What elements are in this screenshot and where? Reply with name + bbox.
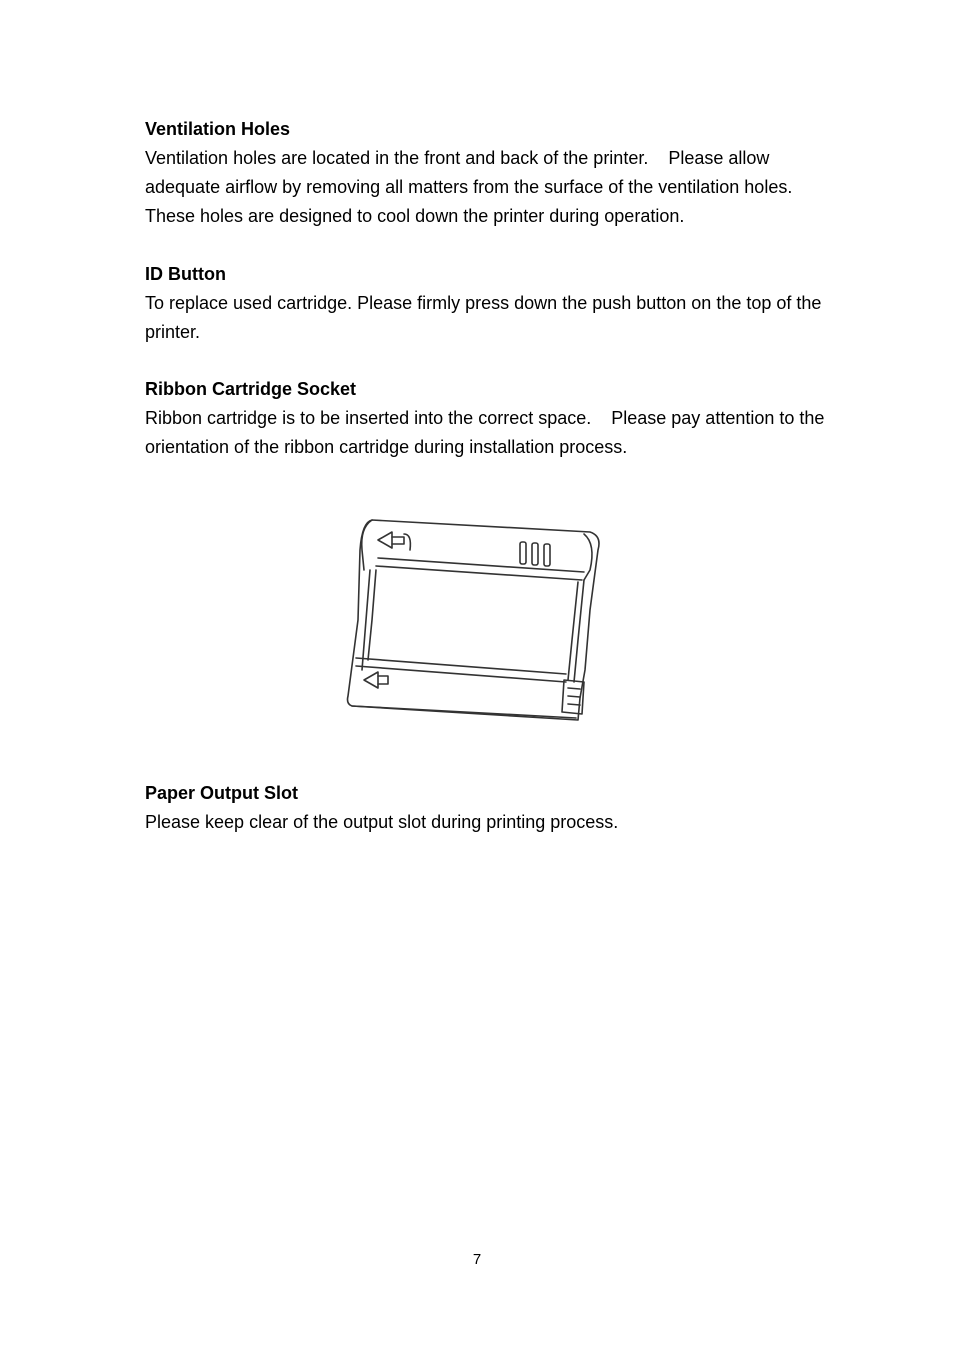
ventilation-holes-section (145, 115, 825, 231)
section-heading: ID Button (145, 264, 226, 284)
section-body: Ventilation holes are located in the front and back of the printer. Please allow adequate airflow by removing all matters from the surface of the ventilation holes. These holes are designed to cool down the printer during operation. (145, 148, 813, 226)
section-body: Please keep clear of the output slot during printing process. (145, 812, 619, 832)
section-body: Ribbon cartridge is to be inserted into the correct space. Please pay attention to the orientation of the ribbon cartridge during installation process. (145, 408, 830, 457)
section-heading: Ribbon Cartridge Socket (145, 379, 357, 399)
section-body: To replace used cartridge. Please firmly press down the push button on the top of the printer. (145, 293, 827, 342)
paper-output-slot-section (145, 779, 825, 837)
id-button-section (145, 260, 825, 347)
section-heading: Paper Output Slot (145, 783, 298, 803)
ribbon-cartridge-socket-section (145, 375, 830, 462)
page-number: 7 (472, 1251, 482, 1268)
ribbon-cartridge-illustration (340, 510, 610, 730)
section-heading: Ventilation Holes (145, 119, 291, 139)
